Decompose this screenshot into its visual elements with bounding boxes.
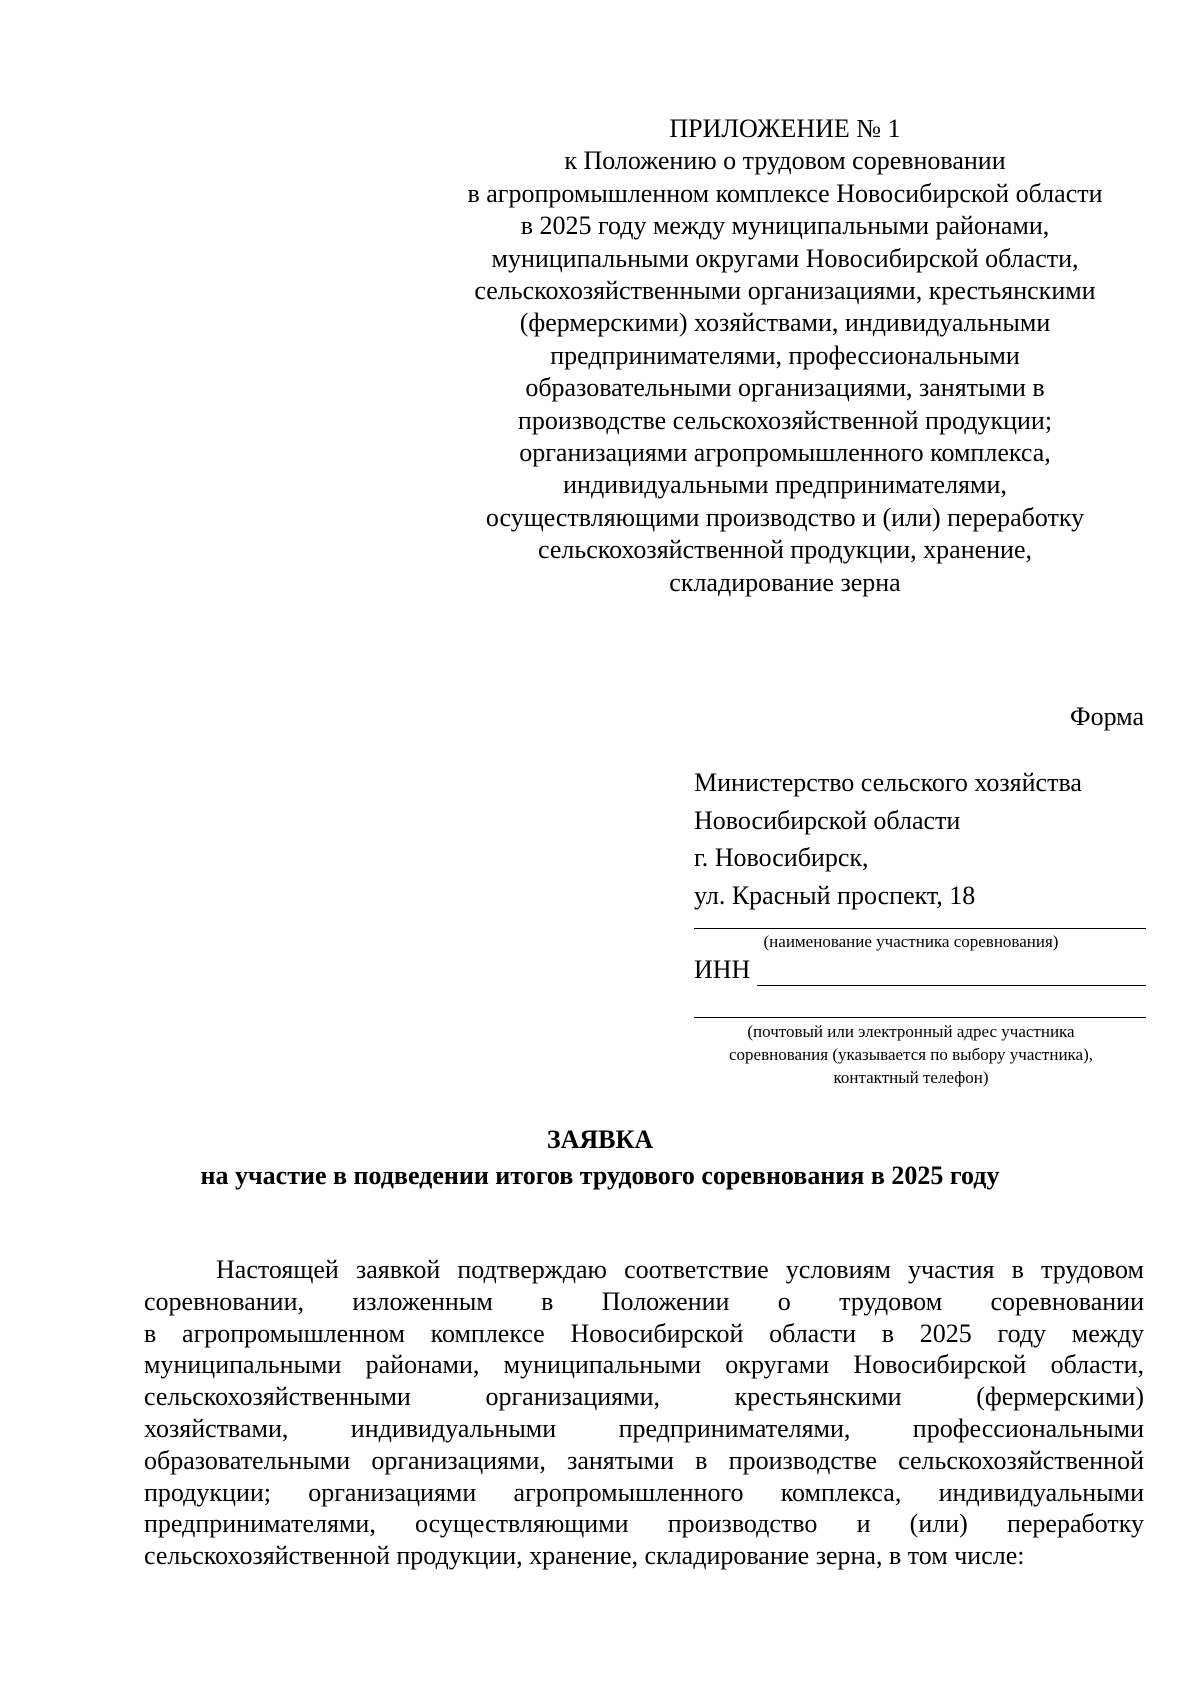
form-label: Форма xyxy=(1070,702,1144,731)
appendix-line: муниципальными округами Новосибирской области, xyxy=(491,243,1079,273)
body-line: хозяйствами, индивидуальными предпринимателями, профессиональными xyxy=(144,1413,1144,1443)
appendix-line: (фермерскими) хозяйствами, индивидуальными xyxy=(519,308,1051,338)
participant-name-caption xyxy=(690,930,1132,953)
inn-line xyxy=(757,985,1146,986)
appendix-line: осуществляющими производство и (или) переработку xyxy=(485,502,1085,532)
body-line: сельскохозяйственными организациями, крестьянскими (фермерскими) xyxy=(144,1382,1144,1412)
addressee-line: г. Новосибирск, xyxy=(694,843,869,872)
body-line: сельскохозяйственной продукции, хранение, складирование зерна, в том числе: xyxy=(144,1541,1025,1571)
body-line: в агропромышленном комплексе Новосибирской области в 2025 году между xyxy=(144,1318,1144,1348)
appendix-line: предпринимателями, профессиональными xyxy=(550,340,1020,370)
addressee-block xyxy=(694,764,1082,914)
caption-text: соревнования (указывается по выбору участника), xyxy=(728,1045,1093,1064)
appendix-line: производстве сельскохозяйственной продукции; xyxy=(517,405,1053,435)
addressee-line: Новосибирской области xyxy=(694,805,961,835)
body-line: продукции; организациями агропромышленного комплекса, индивидуальными xyxy=(144,1477,1144,1507)
title-heading: ЗАЯВКА xyxy=(546,1125,654,1154)
addressee-line: ул. Красный проспект, 18 xyxy=(694,880,976,910)
inn-label: ИНН xyxy=(694,955,751,984)
appendix-title: ПРИЛОЖЕНИЕ № 1 xyxy=(669,114,901,143)
body-line: образовательными организациями, занятыми в производстве сельскохозяйственной xyxy=(144,1445,1144,1475)
caption-text: (почтовый или электронный адрес участника xyxy=(747,1022,1075,1041)
addressee-line: Министерство сельского хозяйства xyxy=(694,768,1082,797)
title-subheading: на участие в подведении итогов трудового соревнования в 2025 году xyxy=(200,1161,1000,1190)
body-line: предпринимателями, осуществляющими производство и (или) переработку xyxy=(144,1509,1144,1539)
appendix-line: в агропромышленном комплексе Новосибирской области xyxy=(467,178,1103,208)
caption-text: (наименование участника соревнования) xyxy=(763,932,1059,951)
appendix-line: индивидуальными предпринимателями, xyxy=(563,470,1007,500)
appendix-header xyxy=(420,113,1150,599)
body-paragraph xyxy=(144,1254,1144,1572)
appendix-line: сельскохозяйственными организациями, крестьянскими xyxy=(474,276,1096,306)
contact-line xyxy=(694,1017,1146,1018)
appendix-line: в 2025 году между муниципальными районами, xyxy=(520,211,1050,241)
appendix-line: к Положению о трудовом соревновании xyxy=(564,146,1006,176)
appendix-line: образовательными организациями, занятыми в xyxy=(525,373,1045,403)
body-line: Настоящей заявкой подтверждаю соответствие условиям участия в трудовом xyxy=(216,1255,1144,1284)
contact-caption xyxy=(690,1020,1132,1089)
caption-text: контактный телефон) xyxy=(833,1068,989,1087)
appendix-line: организациями агропромышленного комплекса, xyxy=(519,438,1051,468)
appendix-line: складирование зерна xyxy=(669,567,901,597)
participant-name-line xyxy=(694,928,1146,929)
document-title xyxy=(0,1122,1200,1194)
appendix-line: сельскохозяйственной продукции, хранение, xyxy=(537,535,1033,565)
body-line: соревновании, изложенным в Положении о трудовом соревновании xyxy=(144,1286,1144,1316)
body-line: муниципальными районами, муниципальными округами Новосибирской области, xyxy=(144,1350,1144,1380)
